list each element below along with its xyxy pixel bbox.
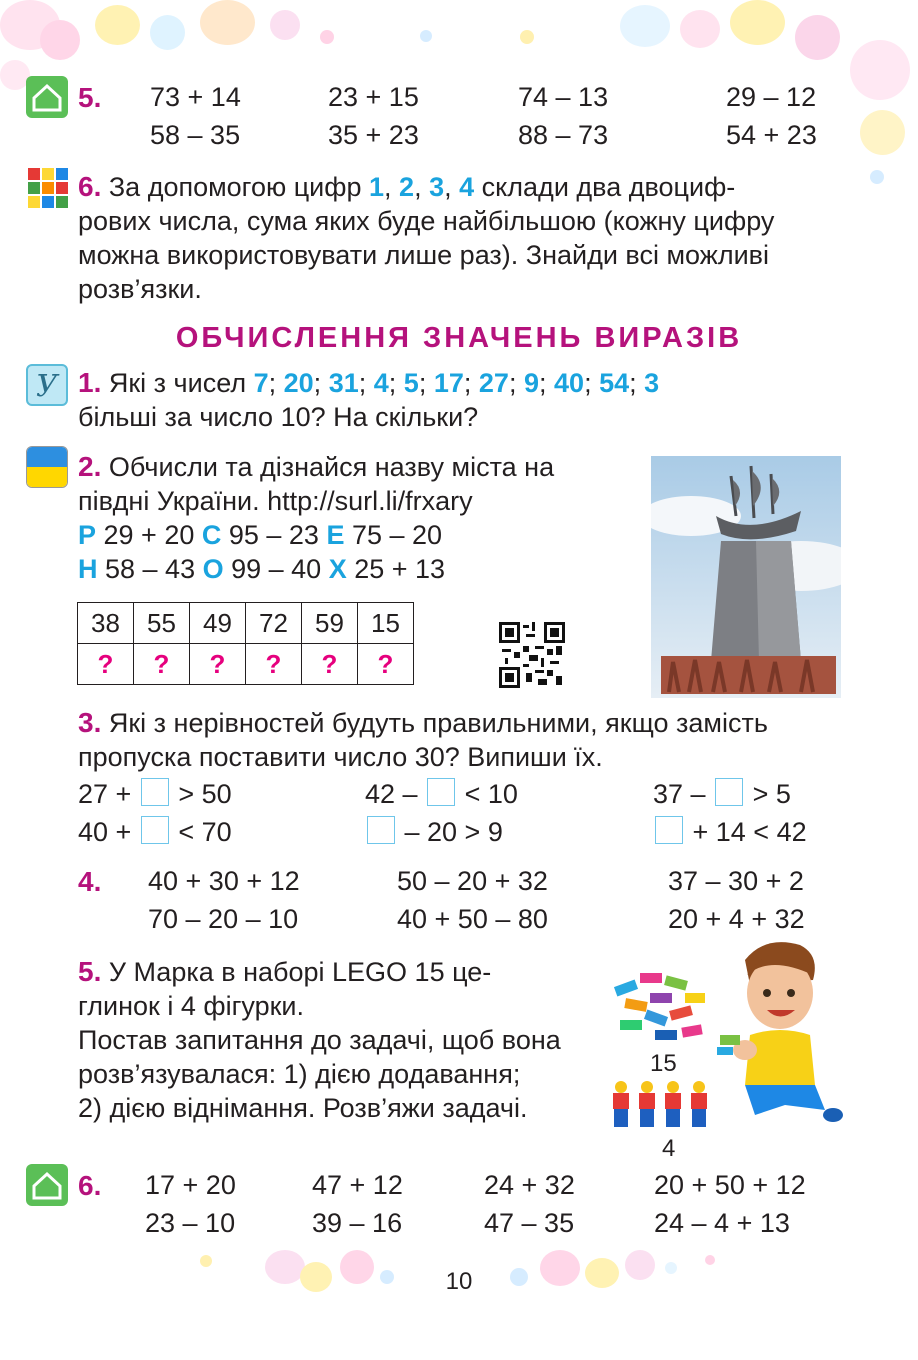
- answer-table: [77, 602, 414, 685]
- home-icon: [26, 76, 68, 118]
- text: 40 +: [78, 817, 139, 847]
- code-expression: 75 – 20: [344, 520, 443, 550]
- lego-figures-image: [608, 1080, 712, 1130]
- expression: 70 – 20 – 10: [148, 904, 299, 934]
- text: глинок і 4 фігурки.: [78, 991, 305, 1021]
- expression: 35 + 23: [328, 120, 419, 150]
- digit: 4: [459, 172, 475, 202]
- blank-cell[interactable]: ?: [78, 644, 134, 685]
- expression: 73 + 14: [150, 82, 241, 112]
- text: склади два двоциф-: [474, 172, 736, 202]
- table-cell: 59: [302, 603, 358, 644]
- table-cell: 38: [78, 603, 134, 644]
- task-number: 3.: [78, 707, 102, 738]
- table-cell: 49: [190, 603, 246, 644]
- blank-cell[interactable]: ?: [246, 644, 302, 685]
- blank-cell[interactable]: ?: [134, 644, 190, 685]
- table-cell: 15: [358, 603, 414, 644]
- blank-cell[interactable]: ?: [302, 644, 358, 685]
- expression: 47 + 12: [312, 1170, 403, 1200]
- number-value: 31: [328, 368, 359, 398]
- text: Які з чисел: [101, 368, 254, 398]
- code-expression: 29 + 20: [96, 520, 202, 550]
- number-value: 4: [373, 368, 389, 398]
- lego-bricks-image: [610, 968, 710, 1048]
- expression: 50 – 20 + 32: [397, 866, 548, 896]
- blank-box[interactable]: [655, 816, 683, 844]
- monument-photo: [651, 456, 841, 698]
- code-letter: Н: [78, 554, 98, 584]
- figures-count: 4: [662, 1135, 676, 1162]
- number-value: 27: [478, 368, 509, 398]
- text: < 10: [457, 779, 518, 809]
- text: можна використовувати лише раз). Знайди всі можливі: [78, 240, 769, 270]
- task-number: 6.: [78, 1170, 102, 1201]
- section-title: ОБЧИСЛЕННЯ ЗНАЧЕНЬ ВИРАЗІВ: [175, 322, 743, 354]
- text: розв’язувалася: 1) дією додавання;: [78, 1059, 521, 1089]
- exercise-6-text: 6. За допомогою цифр 1, 2, 3, 4 склади два двоциф- рових числа, сума яких буде найбільшою (кожну цифру можна використовувати лише раз). Знайди всі можливі розв’язки.: [78, 171, 775, 304]
- text: 27 +: [78, 779, 139, 809]
- expression: 24 + 32: [484, 1170, 575, 1200]
- bricks-count: 15: [650, 1050, 677, 1077]
- expression: 47 – 35: [484, 1208, 575, 1238]
- inequality: [365, 816, 503, 848]
- text: Які з нерівностей будуть правильними, якщо замість: [101, 708, 768, 738]
- blank-box[interactable]: [141, 816, 169, 844]
- number-value: 7: [253, 368, 269, 398]
- digit: 3: [429, 172, 445, 202]
- inequality: [78, 816, 232, 848]
- rubiks-cube-icon: [26, 166, 70, 210]
- blank-box[interactable]: [715, 778, 743, 806]
- qr-code[interactable]: [499, 622, 565, 688]
- code-letter: Х: [328, 554, 347, 584]
- expression: 58 – 35: [150, 120, 241, 150]
- blank-cell[interactable]: ?: [358, 644, 414, 685]
- code-letter: О: [202, 554, 224, 584]
- blank-box[interactable]: [141, 778, 169, 806]
- code-expression: 58 – 43: [97, 554, 203, 584]
- number-value: 9: [523, 368, 539, 398]
- exercise-number: 5.: [78, 82, 102, 113]
- expression: 20 + 50 + 12: [654, 1170, 806, 1200]
- text: 2) дією віднімання. Розв’яжи задачі.: [78, 1093, 528, 1123]
- inequality: [365, 778, 518, 810]
- blank-box[interactable]: [367, 816, 395, 844]
- svg-text:У: У: [36, 369, 58, 404]
- text: розв’язки.: [78, 274, 202, 304]
- table-cell: 72: [246, 603, 302, 644]
- task-number: 1.: [78, 367, 102, 398]
- text: За допомогою цифр: [108, 172, 369, 202]
- text: > 5: [745, 779, 791, 809]
- expression: 74 – 13: [518, 82, 609, 112]
- code-letter: Р: [78, 520, 97, 550]
- home-icon: [26, 1164, 68, 1206]
- expression: 17 + 20: [145, 1170, 236, 1200]
- text: більші за число 10? На скільки?: [78, 402, 479, 432]
- boy-illustration: [715, 935, 845, 1130]
- task-2-text: [78, 450, 638, 586]
- inequality: [78, 778, 232, 810]
- blank-cell[interactable]: ?: [190, 644, 246, 685]
- expression: 39 – 16: [312, 1208, 403, 1238]
- table-cell: 55: [134, 603, 190, 644]
- text: Постав запитання до задачі, щоб вона: [78, 1025, 561, 1055]
- code-expression: 25 + 13: [346, 554, 446, 584]
- code-expression: 95 – 23: [221, 520, 327, 550]
- inequality: [653, 816, 807, 848]
- text: рових числа, сума яких буде найбільшою (кожну цифру: [78, 206, 775, 236]
- expression: 40 + 50 – 80: [397, 904, 548, 934]
- task-5-text: [78, 955, 588, 1125]
- number-value: 5: [403, 368, 419, 398]
- expression: 37 – 30 + 2: [668, 866, 804, 896]
- text: У Марка в наборі LEGO 15 це-: [101, 957, 492, 987]
- inequality: [653, 778, 791, 810]
- expression: 40 + 30 + 12: [148, 866, 300, 896]
- expression: 54 + 23: [726, 120, 817, 150]
- text: > 50: [170, 779, 232, 809]
- code-letter: Е: [326, 520, 345, 550]
- expression: 23 + 15: [328, 82, 419, 112]
- task-3-text: [78, 706, 868, 774]
- task-number: 2.: [78, 451, 102, 482]
- expression: 29 – 12: [726, 82, 817, 112]
- text: пропуска поставити число 30? Випиши їх.: [78, 742, 603, 772]
- blank-box[interactable]: [427, 778, 455, 806]
- ukraine-flag-icon: [26, 446, 68, 488]
- number-value: 20: [283, 368, 314, 398]
- exercise-number: 6.: [78, 171, 102, 202]
- code-expression: 99 – 40: [223, 554, 329, 584]
- expression: 88 – 73: [518, 120, 609, 150]
- text: + 14 < 42: [685, 817, 807, 847]
- text: 42 –: [365, 779, 426, 809]
- task-number: 4.: [78, 866, 102, 897]
- number-value: 17: [433, 368, 464, 398]
- number-value: 40: [554, 368, 585, 398]
- text: < 70: [170, 817, 232, 847]
- task-1-text: 1. Які з чисел 7; 20; 31; 4; 5; 17; 27; 9; 40; 54; 3 більші за число 10? На скільки?: [78, 367, 660, 432]
- oral-task-icon: [26, 364, 68, 406]
- page-number: 10: [445, 1268, 473, 1295]
- code-letter: С: [201, 520, 222, 550]
- number-value: 54: [599, 368, 630, 398]
- expression: 24 – 4 + 13: [654, 1208, 790, 1238]
- task-number: 5.: [78, 956, 102, 987]
- number-value: 3: [644, 368, 660, 398]
- text: півдні України. http://surl.li/frxary: [78, 486, 473, 516]
- text: – 20 > 9: [397, 817, 503, 847]
- digit: 1: [369, 172, 385, 202]
- expression: 20 + 4 + 32: [668, 904, 805, 934]
- expression: 23 – 10: [145, 1208, 236, 1238]
- text: Обчисли та дізнайся назву міста на: [101, 452, 555, 482]
- text: 37 –: [653, 779, 714, 809]
- digit: 2: [399, 172, 415, 202]
